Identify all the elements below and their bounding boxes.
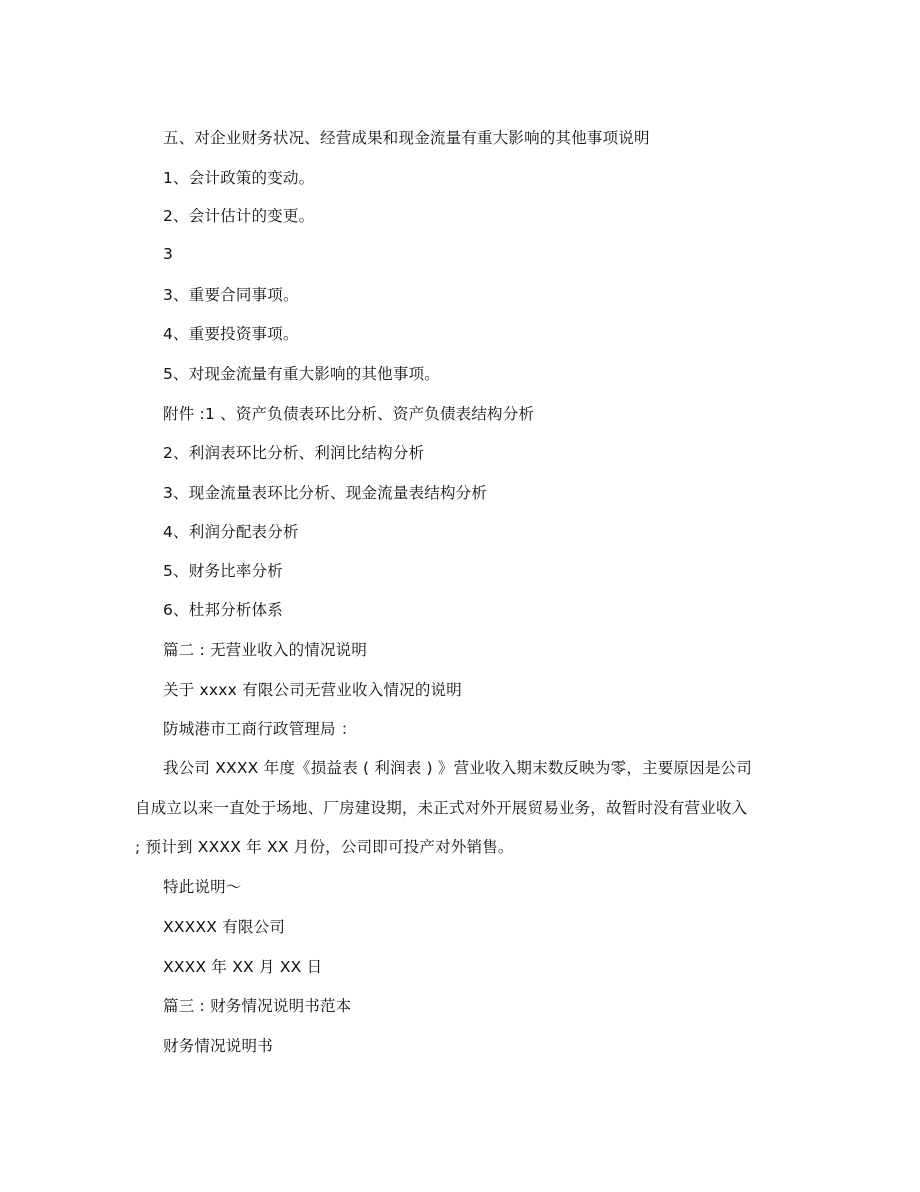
attachment-line-1: 附件 :1 、资产负债表环比分析、资产负债表结构分析 [163, 405, 535, 423]
page-number: 3 [163, 245, 174, 263]
attachment-line-2: 2、利润表环比分析、利润比结构分析 [163, 444, 425, 462]
chapter-three-heading: 篇三 : 财务情况说明书范本 [163, 997, 352, 1015]
company-signature: XXXXX 有限公司 [163, 918, 286, 936]
signature-date: XXXX 年 XX 月 XX 日 [163, 958, 323, 976]
notice-body-paragraph: 我公司 XXXX 年度《损益表 ( 利润表 ) 》营业收入期末数反映为零，主要原因是公司自成立以来一直处于场地、厂房建设期，未正式对外开展贸易业务，故暂时没有营业收入 ; 预计到 XXXX 年 XX 月份，公司即可投产对外销售。 [135, 759, 752, 856]
item-other-cashflow-matters: 5、对现金流量有重大影响的其他事项。 [163, 365, 440, 383]
chapter-two-heading: 篇二 : 无营业收入的情况说明 [163, 641, 368, 659]
item-important-investments: 4、重要投资事项。 [163, 325, 299, 343]
section-five-heading: 五、对企业财务状况、经营成果和现金流量有重大影响的其他事项说明 [163, 129, 650, 147]
attachment-line-5: 5、财务比率分析 [163, 562, 283, 580]
item-accounting-estimate: 2、会计估计的变更。 [163, 207, 315, 225]
financial-statement-title: 财务情况说明书 [163, 1037, 273, 1055]
closing-statement: 特此说明～ [163, 878, 242, 896]
item-important-contracts: 3、重要合同事项。 [163, 286, 299, 304]
notice-addressee: 防城港市工商行政管理局 ： [163, 720, 357, 738]
notice-title: 关于 xxxx 有限公司无营业收入情况的说明 [163, 681, 462, 699]
item-accounting-policy: 1、会计政策的变动。 [163, 169, 315, 187]
attachment-line-3: 3、现金流量表环比分析、现金流量表结构分析 [163, 484, 488, 502]
attachment-line-6: 6、杜邦分析体系 [163, 601, 283, 619]
attachment-line-4: 4、利润分配表分析 [163, 523, 299, 541]
